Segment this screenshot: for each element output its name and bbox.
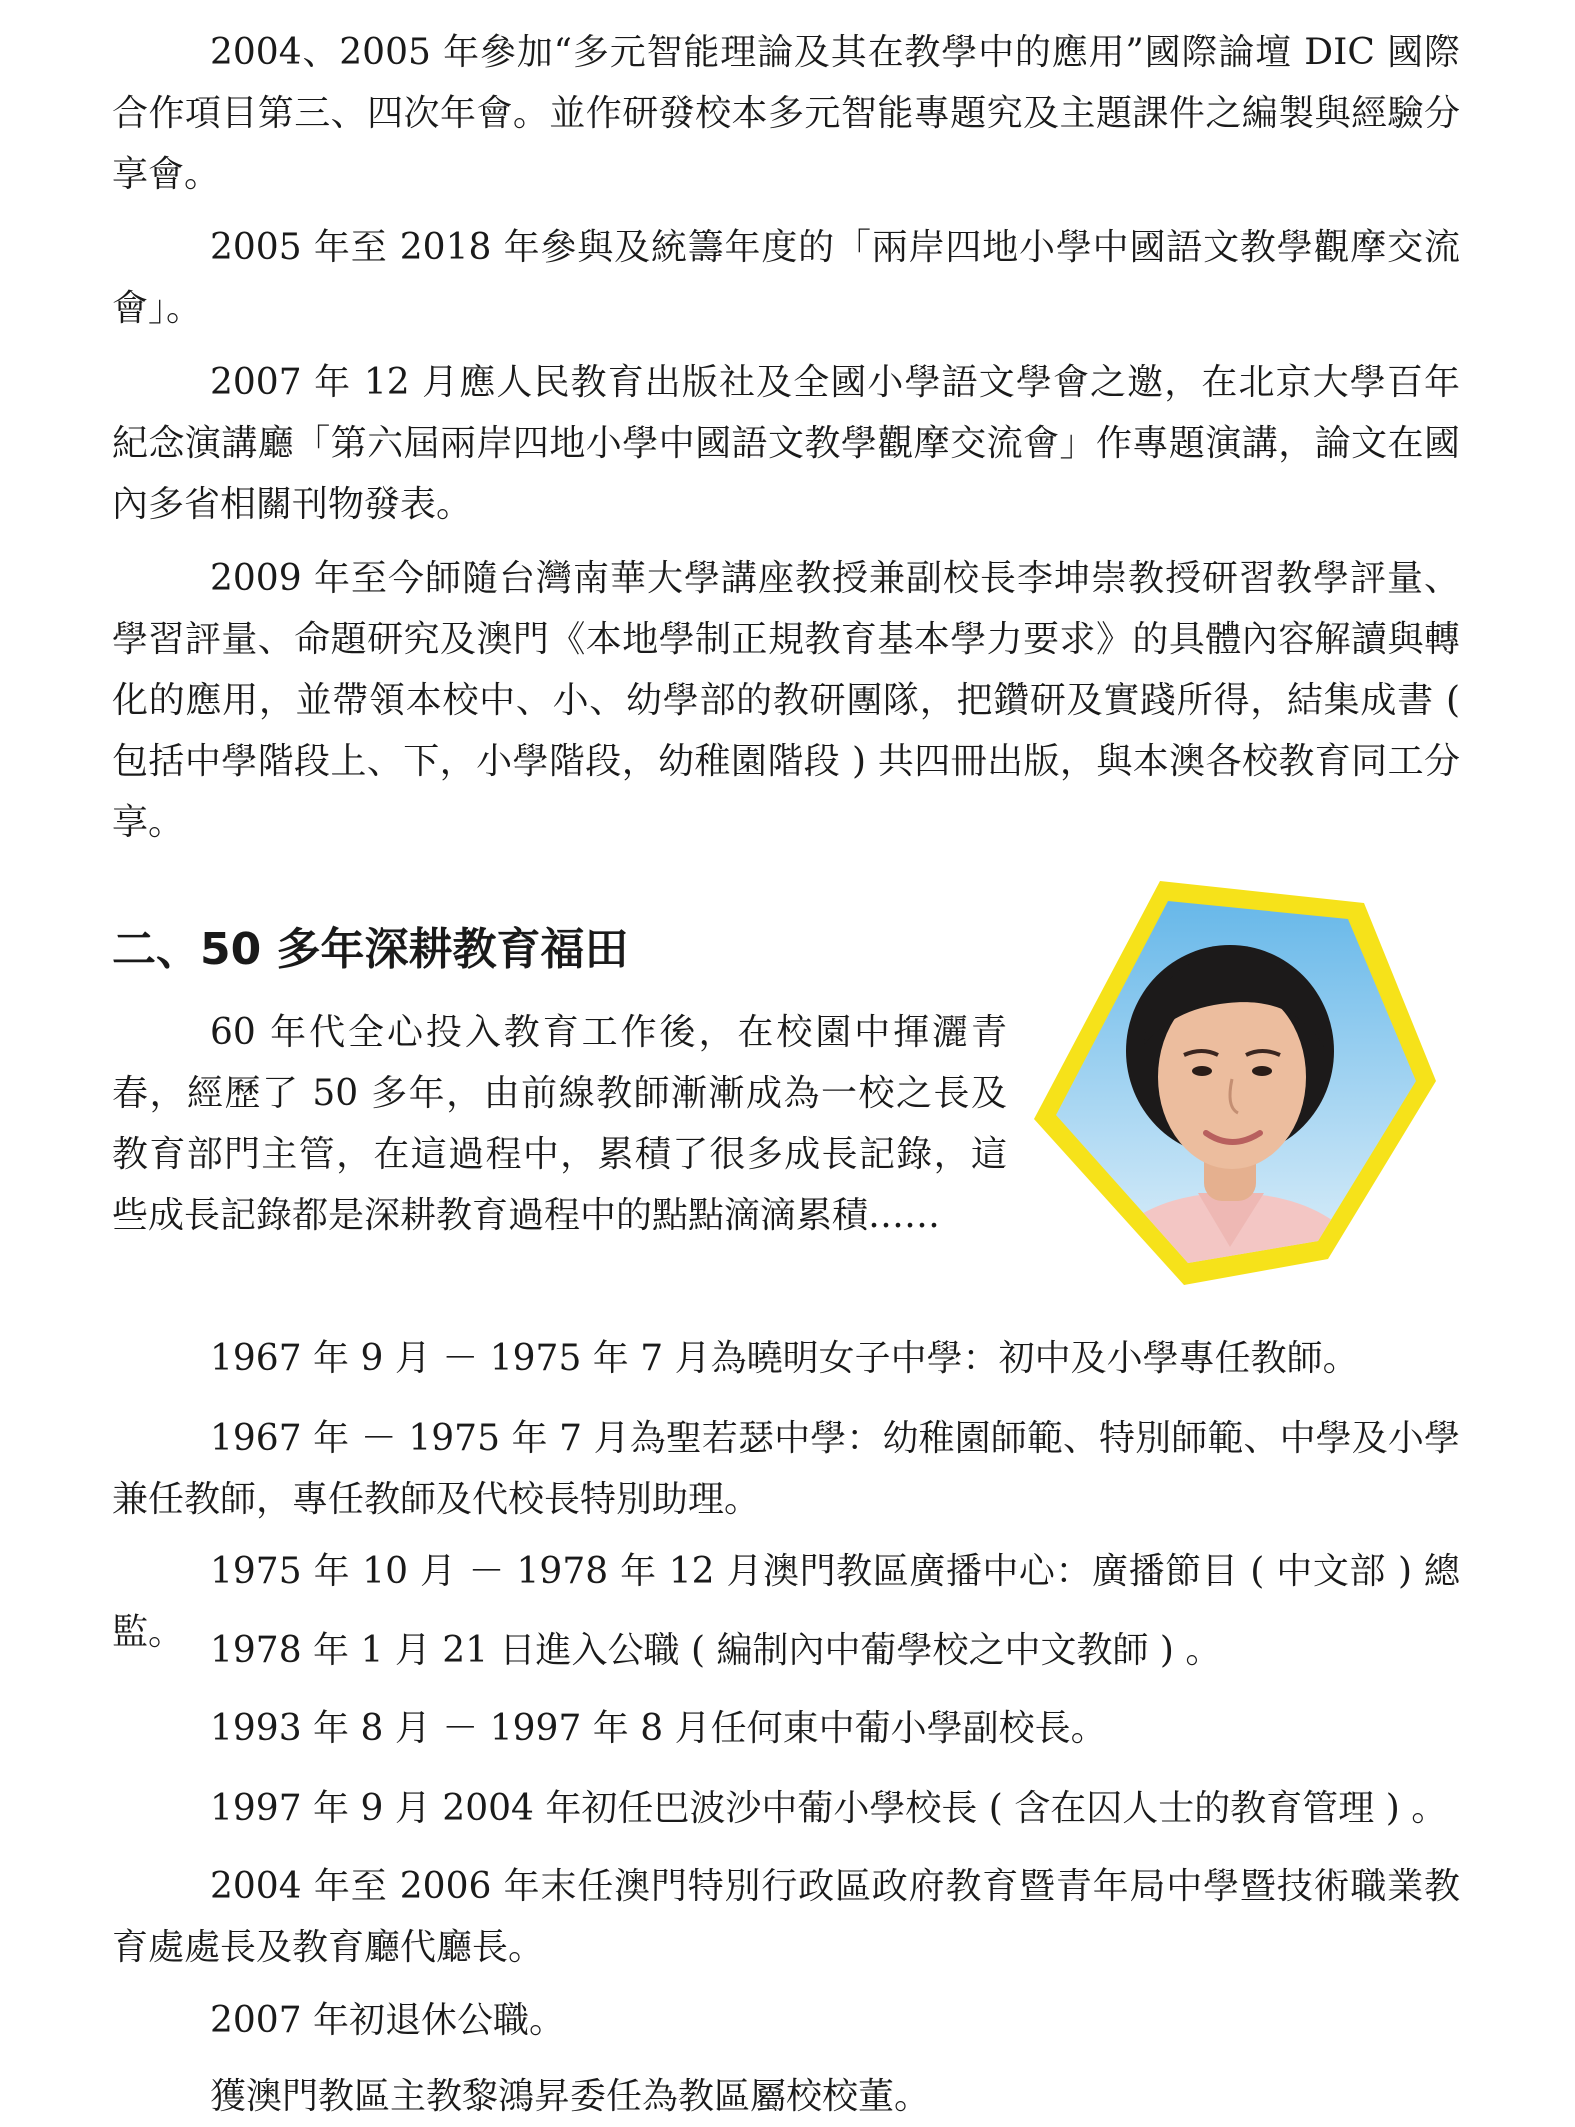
career-item: 1967 年 － 1975 年 7 月為聖若瑟中學：幼稚園師範、特別師範、中學及小學兼任教師，專任教師及代校長特別助理。 — [112, 1418, 1460, 1520]
career-item: 獲澳門教區主教黎鴻昇委任為教區屬校校董。 — [210, 2076, 931, 2117]
paragraph-beijing-lecture: 2007 年 12 月應人民教育出版社及全國小學語文學會之邀，在北京大學百年紀念演講廳「第六屆兩岸四地小學中國語文教學觀摩交流會」作專題演講，論文在國內多省相關刊物發表。 — [112, 362, 1460, 525]
paragraph-assessment-research: 2009 年至今師隨台灣南華大學講座教授兼副校長李坤崇教授研習教學評量、學習評量、命題研究及澳門《本地學制正規教育基本學力要求》的具體內容解讀與轉化的應用，並帶領本校中、小、幼學部的教研團隊，把鑽研及實踐所得，結集成書 ( 包括中學階段上、下，小學階段，幼稚園階段 ) 共四冊出版，與本澳各校教育同工分享。 — [112, 558, 1460, 843]
career-item: 2004 年至 2006 年末任澳門特別行政區政府教育暨青年局中學暨技術職業教育處處長及教育廳代廳長。 — [112, 1866, 1460, 1968]
career-item: 1978 年 1 月 21 日進入公職 ( 編制內中葡學校之中文教師 ) 。 — [210, 1630, 1222, 1671]
career-item: 1975 年 10 月 － 1978 年 12 月澳門教區廣播中心：廣播節目 ( 中文部 ) 總監。 — [112, 1551, 1460, 1653]
paragraph-career-intro: 60 年代全心投入教育工作後，在校園中揮灑青春，經歷了 50 多年，由前線教師漸漸成為一校之長及教育部門主管，在這過程中，累積了很多成長記錄，這些成長記錄都是深耕教育過程中的點點滴滴累積…… — [112, 1012, 1007, 1236]
section-heading: 二、50 多年深耕教育福田 — [112, 924, 629, 975]
career-item: 1997 年 9 月 2004 年初任巴波沙中葡小學校長 ( 含在囚人士的教育管理 ) 。 — [210, 1788, 1448, 1829]
career-item: 2007 年初退休公職。 — [210, 2000, 566, 2041]
career-item: 1993 年 8 月 － 1997 年 8 月任何東中葡小學副校長。 — [210, 1708, 1107, 1749]
career-item: 1967 年 9 月 － 1975 年 7 月為曉明女子中學：初中及小學專任教師。 — [210, 1338, 1359, 1379]
paragraph-dic-forum: 2004、2005 年參加“多元智能理論及其在教學中的應用”國際論壇 DIC 國際合作項目第三、四次年會。並作研發校本多元智能專題究及主題課件之編製與經驗分享會。 — [112, 32, 1460, 195]
paragraph-cross-strait-exchange: 2005 年至 2018 年參與及統籌年度的「兩岸四地小學中國語文教學觀摩交流會」。 — [112, 227, 1460, 329]
portrait-photo — [1018, 875, 1438, 1295]
